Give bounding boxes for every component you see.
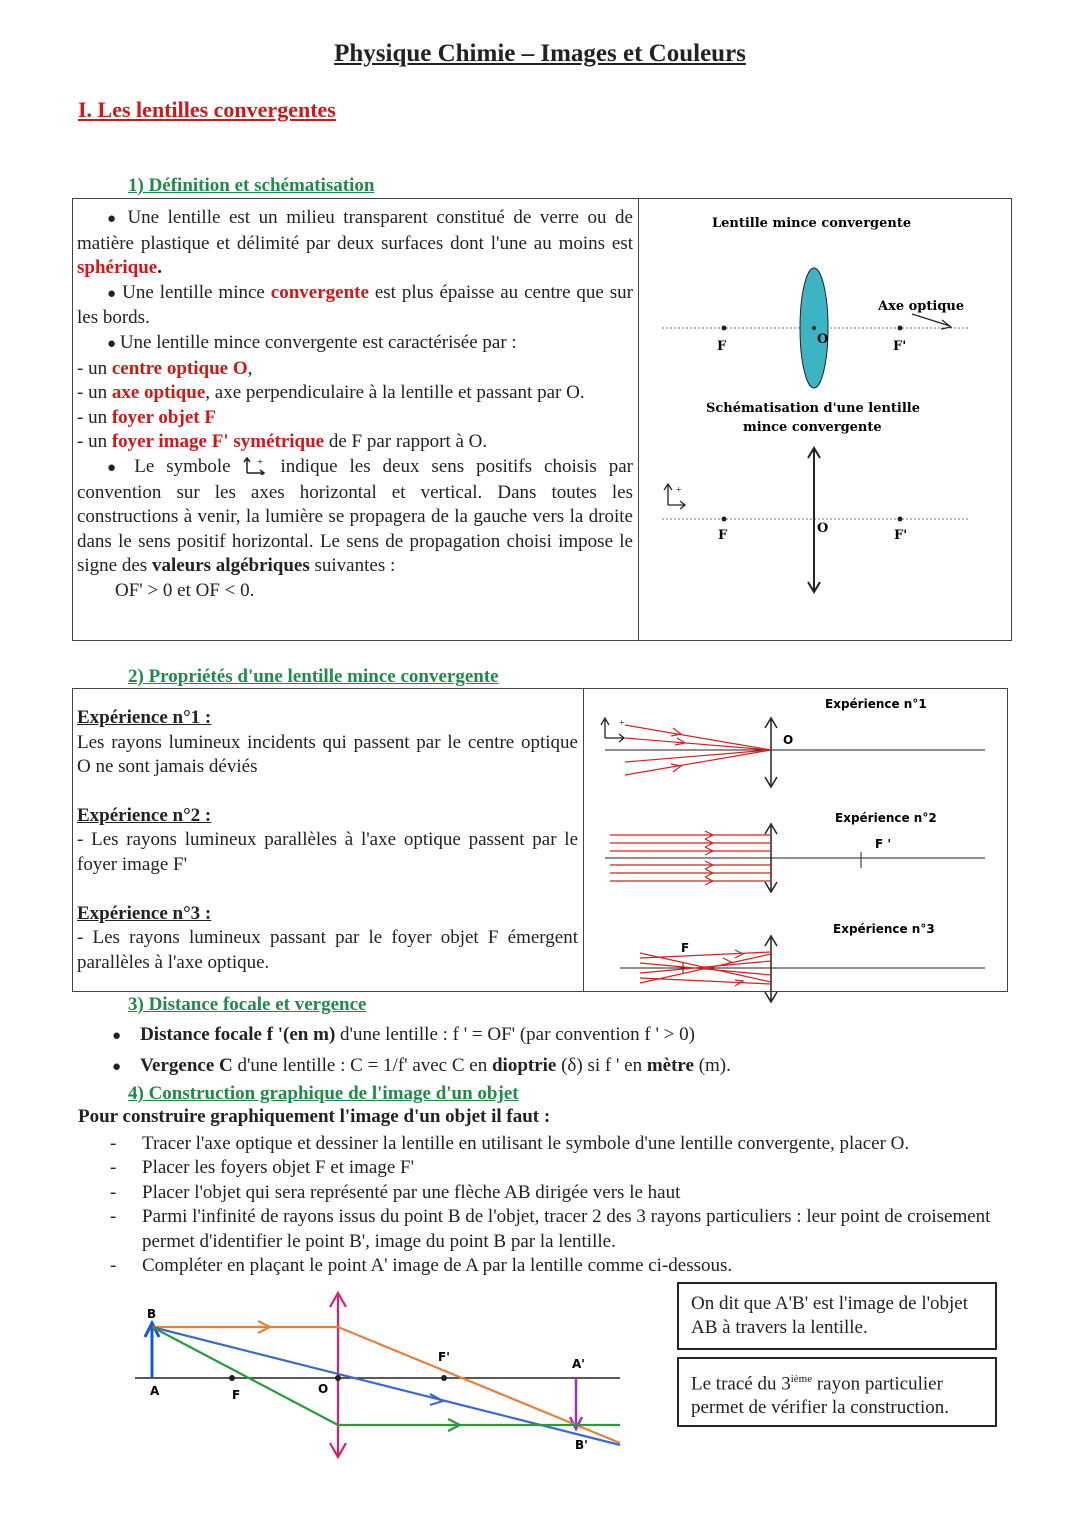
optical-axis-pointer-icon [912, 314, 951, 329]
point-o-label: O [318, 1382, 329, 1396]
sign-formula: OF' > 0 et OF < 0. [115, 579, 255, 601]
step-item: - Compléter en plaçant le point A' image de A par la lentille comme ci-dessous. [78, 1254, 1023, 1278]
experiment-1-label: Expérience n°1 [825, 697, 927, 711]
exp1-o-label: O [783, 733, 794, 747]
point-a-prime-label: A' [572, 1357, 585, 1371]
experiments-diagram [585, 690, 1007, 1006]
step-item: - Placer l'objet qui sera représenté par une flèche AB dirigée vers le haut [78, 1181, 1023, 1205]
exp2-f-prime-label: F ' [875, 837, 892, 851]
focal-point-f-label: F [717, 339, 727, 354]
svg-text:+: + [676, 485, 682, 496]
focal-point-f-prime-label: F' [893, 339, 907, 354]
image-construction-diagram [130, 1285, 625, 1465]
step-item: - Placer les foyers objet F et image F' [78, 1156, 1023, 1180]
schematic-f-label: F [718, 528, 728, 543]
positive-directions-icon [664, 484, 685, 509]
properties-text: Expérience n°1 : Les rayons lumineux incidents qui passent par le centre optique O ne sont jamais déviés Expérience n°2 : - Les rayons lumineux parallèles à l'axe optique passent par le foyer image F' Expérience n°3 : - Les rayons lumineux passant par le foyer objet F émergent parallèles à l'axe optique. [77, 707, 578, 973]
point-f-label: F [232, 1388, 241, 1402]
optical-axis-label: Axe optique [878, 299, 965, 314]
experiment-3-label: Expérience n°3 [833, 922, 935, 936]
note-third-ray-box: Le tracé du 3ième rayon particulier permet de vérifier la construction. [677, 1357, 997, 1427]
positive-directions-icon [243, 455, 269, 475]
subsection-heading-1: 1) Définition et schématisation [128, 175, 375, 196]
schematic-f-prime-label: F' [894, 528, 908, 543]
note-image-box: On dit que A'B' est l'image de l'objet AB à travers la lentille. [677, 1282, 997, 1350]
optical-center-label: O [817, 332, 829, 347]
point-b-label: B [147, 1307, 157, 1321]
experiment-2-label: Expérience n°2 [835, 811, 937, 825]
schematic-o-label: O [817, 521, 829, 536]
subsection-heading-4: 4) Construction graphique de l'image d'un objet [128, 1083, 519, 1104]
subsection-heading-3: 3) Distance focale et vergence [128, 994, 367, 1015]
point-b-prime-label: B' [575, 1438, 588, 1452]
point-f-prime-label: F' [438, 1350, 450, 1364]
point-a-label: A [150, 1384, 160, 1398]
page-title: Physique Chimie – Images et Couleurs [334, 40, 746, 67]
svg-text:+: + [619, 718, 625, 729]
focal-distance-list: ● Distance focale f '(en m) d'une lentille : f ' = OF' (par convention f ' > 0) ● Vergence C d'une lentille : C = 1/f' avec C en dioptrie (δ) si f ' en mètre (m). [112, 1024, 731, 1076]
subsection-heading-2: 2) Propriétés d'une lentille mince convergente [128, 666, 499, 687]
step-item: - Parmi l'infinité de rayons issus du point B de l'objet, tracer 2 des 3 rayons particuliers : leur point de croisement permet d'identifier le point B', image du point B par la lentille. [78, 1205, 1023, 1254]
construction-intro: Pour construire graphiquement l'image d'un objet il faut : [78, 1106, 551, 1127]
schematic-title-line2: mince convergente [743, 420, 882, 435]
step-item: - Tracer l'axe optique et dessiner la lentille en utilisant le symbole d'une lentille convergente, placer O. [78, 1132, 1023, 1156]
construction-steps [78, 1132, 1023, 1278]
lens-title: Lentille mince convergente [712, 216, 912, 231]
exp3-f-label: F [681, 941, 690, 955]
svg-text:+: + [256, 455, 263, 468]
properties-divider [583, 688, 584, 992]
section-heading: I. Les lentilles convergentes [78, 97, 336, 122]
schematic-title-line1: Schématisation d'une lentille [706, 401, 921, 416]
definition-text: ● Une lentille est un milieu transparent constitué de verre ou de matière plastique et délimité par deux surfaces dont l'une au moins est sphérique. ● Une lentille mince convergente est plus épaisse au centre que sur les bords. ● Une lentille mince convergente est caractérisée par : - un centre optique O, - un axe optique, axe perpendiculaire à la lentille et passant par O. - un foyer objet F - un foyer image F' symétrique de F par rapport à O. ● Le symbole + indique les deux sens positifs choisis par convention sur les axes horizontal et vertical. Dans toutes les constructions à venir, la lumière se propagera de la gauche vers la droite dans le sens positif horizontal. Le sens de propagation choisi impose le signe des valeurs algébriques suivantes : OF' > 0 et OF < 0. [77, 206, 633, 604]
lens-diagram [640, 200, 1010, 640]
definition-divider [638, 198, 639, 641]
